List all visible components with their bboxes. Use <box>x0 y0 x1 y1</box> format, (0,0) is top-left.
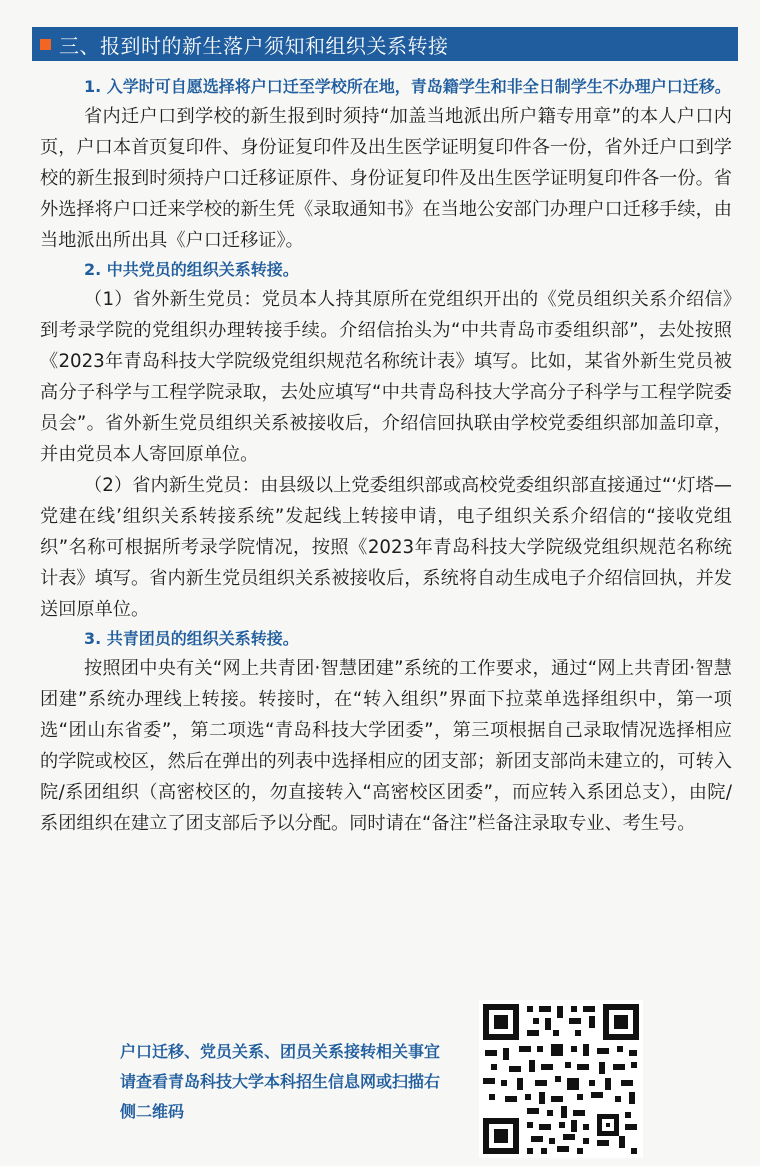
section-header <box>32 27 738 61</box>
qr-code-icon[interactable] <box>479 1000 643 1158</box>
section-title: 三、报到时的新生落户须知和组织关系转接 <box>59 33 449 58</box>
paragraph-1: 省内迁户口到学校的新生报到时须持“加盖当地派出所户籍专用章”的本人户口内页，户口本首页复印件、身份证复印件及出生医学证明复印件各一份，省外迁户口到学校的新生报到时须持户口迁移证原件、身份证复印件及出生医学证明复印件各一份。省外选择将户口迁来学校的新生凭《录取通知书》在当地公安部门办理户口迁移手续，由当地派出所出具《户口迁移证》。 <box>40 106 732 251</box>
qr-code-graphic <box>479 1000 643 1158</box>
heading-1: 1. 入学时可自愿选择将户口迁至学校所在地，青岛籍学生和非全日制学生不办理户口迁移。 <box>84 77 731 96</box>
paragraph-2b: （2）省内新生党员：由县级以上党委组织部或高校党委组织部直接通过“‘灯塔—党建在线’组织关系转接系统”发起线上转接申请，电子组织关系介绍信的“接收党组织”名称可根据所考录学院情况，按照《2023年青岛科技大学院级党组织规范名称统计表》填写。省内新生党员组织关系被接收后，系统将自动生成电子介绍信回执，并发送回原单位。 <box>40 475 732 620</box>
paragraph-2a: （1）省外新生党员：党员本人持其原所在党组织开出的《党员组织关系介绍信》到考录学院的党组织办理转接手续。介绍信抬头为“中共青岛市委组织部”，去处按照《2023年青岛科技大学院级党组织规范名称统计表》填写。比如，某省外新生党员被高分子科学与工程学院录取，去处应填写“中共青岛科技大学高分子科学与工程学院委员会”。省外新生党员组织关系被接收后，介绍信回执联由学校党委组织部加盖印章，并由党员本人寄回原单位。 <box>40 289 732 465</box>
heading-3: 3. 共青团员的组织关系转接。 <box>84 629 299 648</box>
paragraph-3: 按照团中央有关“网上共青团·智慧团建”系统的工作要求，通过“网上共青团·智慧团建”系统办理线上转接。转接时，在“转入组织”界面下拉菜单选择组织中，第一项选“团山东省委”，第二项选“青岛科技大学团委”，第三项根据自己录取情况选择相应的学院或校区，然后在弹出的列表中选择相应的团支部；新团支部尚未建立的，可转入院/系团组织（高密校区的，勿直接转入“高密校区团委”，而应转入系团总支），由院/系团组织在建立了团支部后予以分配。同时请在“备注”栏备注录取专业、考生号。 <box>40 658 732 834</box>
heading-2: 2. 中共党员的组织关系转接。 <box>84 260 299 279</box>
square-bullet-icon <box>40 39 51 50</box>
document-body <box>40 73 732 839</box>
footer-note: 户口迁移、党员关系、团员关系接转相关事宜请查看青岛科技大学本科招生信息网或扫描右侧二维码 <box>120 1042 441 1121</box>
